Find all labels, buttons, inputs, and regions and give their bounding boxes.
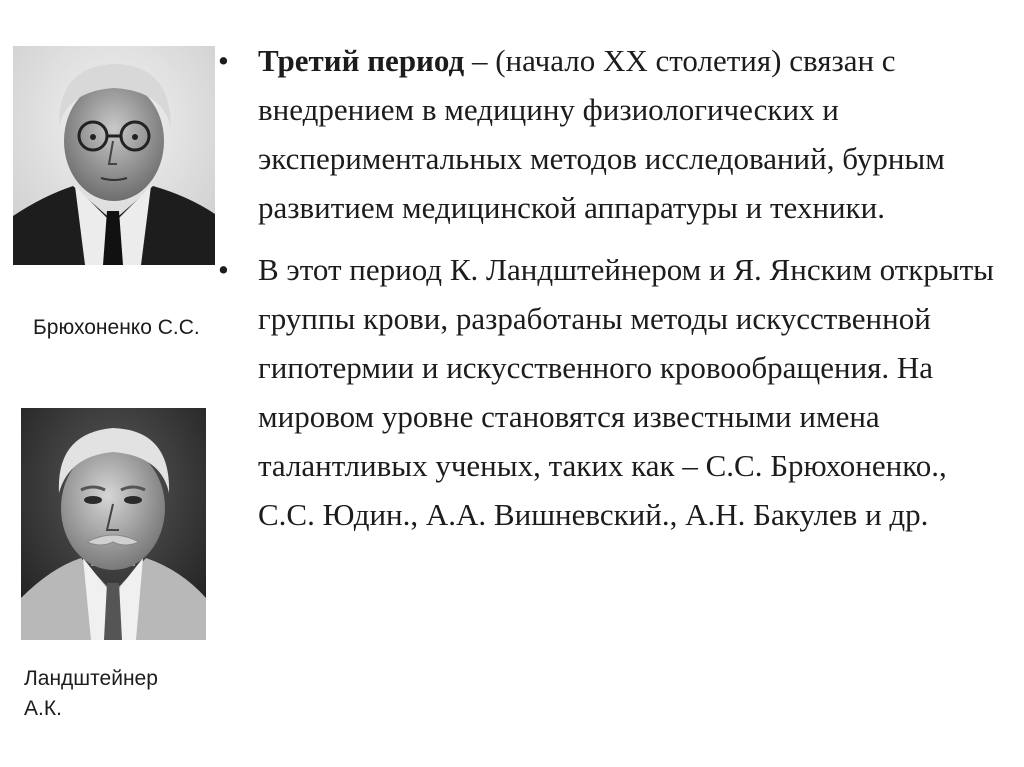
portrait-caption-name: Ландштейнер [24, 667, 158, 690]
portrait-caption-bryukhonenko: Брюхоненко С.С. [33, 316, 200, 339]
bullet-icon: • [218, 252, 229, 287]
portrait-caption-landsteiner [24, 664, 214, 724]
bullet-heading: Третий период [258, 43, 465, 78]
bullet-item-third-period [218, 36, 1008, 232]
portrait-photo-bryukhonenko [13, 46, 215, 265]
bullet-icon: • [218, 43, 229, 78]
bullet-text: В этот период К. Ландштейнером и Я. Янским открыты группы крови, разработаны методы искусственной гипотермии и искусственного кровообращения. На мировом уровне становятся известными имена талантливых ученых, таких как – С.С. Брюхоненко., С.С. Юдин., А.А. Вишневский., А.Н. Бакулев и др. [258, 252, 995, 532]
slide-body [218, 36, 1008, 539]
bullet-text: – (начало XX столетия) связан с внедрением в медицину физиологических и экспериментальных методов исследований, бурным развитием медицинской аппаратуры и техники. [258, 43, 945, 225]
portrait-caption-initials: А.К. [24, 697, 62, 720]
portrait-photo-landsteiner [21, 408, 206, 640]
bullet-item-blood-groups [218, 245, 1008, 539]
